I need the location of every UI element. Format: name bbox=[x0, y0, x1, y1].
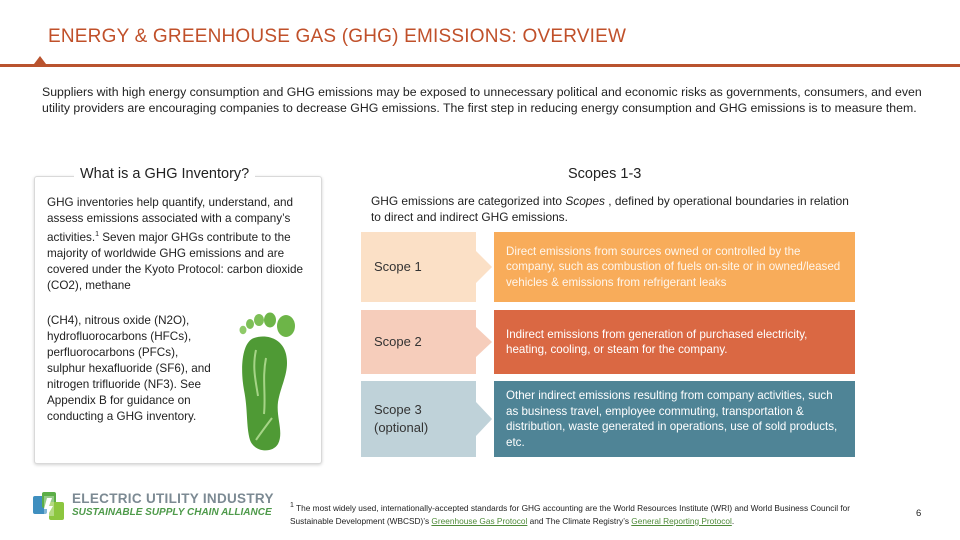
scope-3-label: Scope 3 (optional) bbox=[361, 381, 476, 457]
green-footprint-icon bbox=[226, 298, 312, 456]
title-divider bbox=[0, 64, 960, 67]
intro-paragraph: Suppliers with high energy consumption and GHG emissions may be exposed to unnecessary political and economic risks as governments, consumers, and even utility providers are encouraging companies to decrease GHG emissions. The first step in reducing energy consumption and GHG emissions is to measure them. bbox=[42, 85, 922, 115]
scopes-intro-before: GHG emissions are categorized into bbox=[371, 194, 566, 208]
scope-3-description: Other indirect emissions resulting from company activities, such as business travel, employee commuting, transportation & distribution, waste generated in operations, use of sold products, etc. bbox=[494, 381, 855, 457]
footnote bbox=[290, 499, 875, 528]
inventory-text-part1: GHG inventories help quantify, understand, and assess emissions associated with a company’s activities. bbox=[47, 196, 294, 244]
footnote-text-a: The most widely used, internationally-accepted standards for GHG accounting are the World Resources Institute (WRI) and World Business Council for Sustainable Development (WBCSD)’s bbox=[290, 502, 851, 526]
scopes-title: Scopes 1-3 bbox=[568, 166, 642, 182]
scope-2-row bbox=[361, 310, 855, 374]
footnote-text-b: and The Climate Registry’s bbox=[527, 515, 632, 526]
scopes-intro bbox=[371, 193, 851, 225]
title-notch bbox=[34, 56, 46, 64]
footnote-text-c: . bbox=[731, 515, 735, 526]
page-title: ENERGY & GREENHOUSE GAS (GHG) EMISSIONS: OVERVIEW bbox=[48, 26, 627, 47]
inventory-text-part2: Seven major GHGs contribute to the majority of worldwide GHG emissions and are covered under the Kyoto Protocol: carbon dioxide (CO2), methane bbox=[47, 230, 303, 292]
scope-3-arrow bbox=[476, 402, 492, 436]
scope-2-arrow bbox=[476, 327, 492, 357]
footnote-marker: 1 bbox=[290, 502, 294, 509]
general-reporting-protocol-link[interactable]: General Reporting Protocol bbox=[631, 515, 732, 526]
scope-1-arrow bbox=[476, 251, 492, 283]
scope-2-label: Scope 2 bbox=[361, 310, 476, 374]
scope-2-description: Indirect emissions from generation of purchased electricity, heating, cooling, or steam for the company. bbox=[494, 310, 855, 374]
inventory-text-continued: (CH4), nitrous oxide (N2O), hydrofluorocarbons (HFCs), perfluorocarbons (PFCs), sulphur hexafluoride (SF6), and nitrogen trifluoride (NF3). See Appendix B for guidance on conducting a GHG inventory. bbox=[47, 314, 211, 423]
scope-1-description: Direct emissions from sources owned or controlled by the company, such as combustion of fuels on-site or in owned/leased vehicles & emissions from refrigerant leaks bbox=[494, 232, 855, 302]
inventory-text bbox=[47, 195, 309, 294]
scope-3-row bbox=[361, 381, 855, 457]
inventory-title: What is a GHG Inventory? bbox=[74, 166, 255, 182]
ghg-protocol-link[interactable]: Greenhouse Gas Protocol bbox=[431, 515, 528, 526]
scopes-intro-italic: Scopes bbox=[565, 194, 605, 208]
alliance-logo-icon bbox=[32, 490, 66, 522]
scope-1-label: Scope 1 bbox=[361, 232, 476, 302]
logo-line-1: ELECTRIC UTILITY INDUSTRY bbox=[72, 491, 274, 506]
alliance-logo bbox=[32, 490, 274, 522]
logo-line-2: SUSTAINABLE SUPPLY CHAIN ALLIANCE bbox=[72, 507, 272, 518]
scope-1-row bbox=[361, 232, 855, 302]
footnote-ref: 1 bbox=[95, 231, 99, 238]
page-number: 6 bbox=[916, 508, 922, 519]
scopes-intro-after: , defined by operational boundaries in relation to direct and indirect GHG emissions. bbox=[371, 194, 849, 224]
